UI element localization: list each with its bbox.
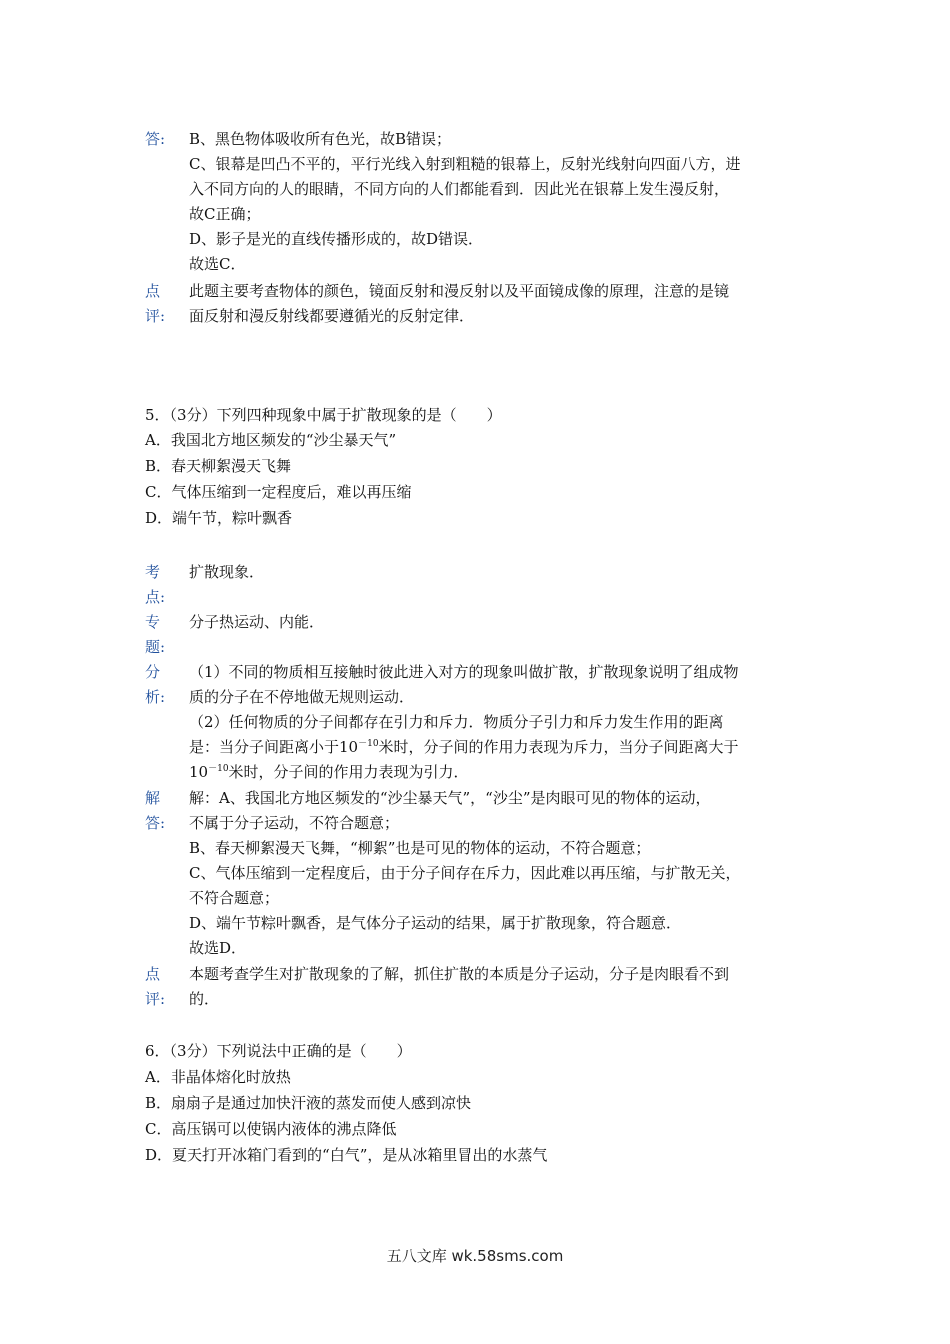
comment-row (145, 305, 815, 331)
kaodian-text: 扩散现象． (189, 563, 265, 581)
jieda-row (145, 937, 815, 963)
fenxi-line: （1）不同的物质相互接触时彼此进入对方的现象叫做扩散，扩散现象说明了组成物 (189, 663, 739, 681)
dianping-row (145, 988, 815, 1014)
fenxi-line: 质的分子在不停地做无规则运动． (189, 688, 415, 706)
answer-line: B、黑色物体吸收所有色光，故B错误； (189, 130, 452, 148)
fenxi-row (145, 711, 815, 737)
answer-line: D、影子是光的直线传播形成的，故D错误． (189, 230, 484, 248)
jieda-line: 不属于分子运动，不符合题意； (189, 814, 400, 832)
jieda-line: 不符合题意； (189, 889, 280, 907)
kaodian-row (145, 561, 815, 587)
dianping-label: 点 (145, 965, 161, 983)
question-row (145, 404, 815, 430)
comment-label: 点 (145, 282, 161, 300)
option-row (145, 1144, 815, 1170)
jieda-line: 故选D． (189, 939, 247, 957)
fenxi-line: （2）任何物质的分子间都存在引力和斥力．物质分子引力和斥力发生作用的距离 (189, 713, 724, 731)
jieda-row (145, 787, 815, 813)
zhuanti-label: 题: (145, 638, 166, 656)
fenxi-line-part: 米时，分子间的作用力表现为斥力，当分子间距离大于 (378, 738, 739, 756)
zhuanti-text: 分子热运动、内能． (189, 613, 325, 631)
question-5-stem: 5．（3分）下列四种现象中属于扩散现象的是（ ） (145, 406, 502, 424)
answer-row (145, 178, 815, 204)
fenxi-line-part: 10 (189, 763, 209, 781)
answer-line: 故C正确； (189, 205, 261, 223)
comment-line: 此题主要考查物体的颜色，镜面反射和漫反射以及平面镜成像的原理，注意的是镜 (189, 282, 730, 300)
kaodian-label: 考 (145, 563, 161, 581)
zhuanti-row (145, 611, 815, 637)
fenxi-row (145, 661, 815, 687)
page-footer: 五八文库 wk.58sms.com (386, 1247, 564, 1265)
jieda-line: D、端午节粽叶飘香，是气体分子运动的结果，属于扩散现象，符合题意． (189, 914, 682, 932)
fenxi-row (145, 686, 815, 712)
jieda-row (145, 812, 815, 838)
option-c: C．高压锅可以使锅内液体的沸点降低 (145, 1120, 397, 1138)
jieda-row (145, 862, 815, 888)
answer-row (145, 203, 815, 229)
option-row (145, 1118, 815, 1144)
option-b: B．扇扇子是通过加快汗液的蒸发而使人感到凉快 (145, 1094, 472, 1112)
answer-label: 答: (145, 130, 166, 148)
answer-line: 入不同方向的人的眼睛，不同方向的人们都能看到．因此光在银幕上发生漫反射， (189, 180, 730, 198)
question-6-stem: 6．（3分）下列说法中正确的是（ ） (145, 1042, 412, 1060)
zhuanti-label: 专 (145, 613, 161, 631)
option-d: D．端午节，粽叶飘香 (145, 509, 293, 527)
dianping-line: 本题考查学生对扩散现象的了解，抓住扩散的本质是分子运动，分子是肉眼看不到 (189, 965, 730, 983)
question-row (145, 1040, 815, 1066)
fenxi-line (189, 761, 469, 783)
option-row (145, 455, 815, 481)
jieda-row (145, 912, 815, 938)
answer-row (145, 253, 815, 279)
jieda-label: 解 (145, 789, 161, 807)
option-a: A．非晶体熔化时放热 (145, 1068, 291, 1086)
jieda-label: 答: (145, 814, 166, 832)
answer-row (145, 153, 815, 179)
fenxi-line (189, 736, 739, 758)
exponent: －10 (358, 739, 379, 749)
fenxi-line-part: 米时，分子间的作用力表现为引力． (228, 763, 469, 781)
option-row (145, 507, 815, 533)
fenxi-row (145, 761, 815, 787)
dianping-label: 评: (145, 990, 166, 1008)
answer-block-prev (145, 128, 815, 154)
option-row (145, 481, 815, 507)
option-b: B．春天柳絮漫天飞舞 (145, 457, 292, 475)
option-d: D．夏天打开冰箱门看到的“白气”，是从冰箱里冒出的水蒸气 (145, 1146, 548, 1164)
jieda-line: B、春天柳絮漫天飞舞，“柳絮”也是可见的物体的运动，不符合题意； (189, 839, 651, 857)
zhuanti-row (145, 636, 815, 662)
option-a: A．我国北方地区频发的“沙尘暴天气” (145, 431, 397, 449)
comment-line: 面反射和漫反射线都要遵循光的反射定律． (189, 307, 475, 325)
jieda-line: 解：A、我国北方地区频发的“沙尘暴天气”，“沙尘”是肉眼可见的物体的运动， (189, 789, 711, 807)
dianping-line: 的． (189, 990, 220, 1008)
fenxi-line-part: 是：当分子间距离小于10 (189, 738, 359, 756)
fenxi-label: 分 (145, 663, 161, 681)
option-row (145, 1092, 815, 1118)
kaodian-label: 点: (145, 588, 166, 606)
answer-line: C、银幕是凹凸不平的，平行光线入射到粗糙的银幕上，反射光线射向四面八方，进 (189, 155, 741, 173)
option-row (145, 1066, 815, 1092)
dianping-row (145, 963, 815, 989)
jieda-row (145, 837, 815, 863)
option-row (145, 429, 815, 455)
answer-row (145, 228, 815, 254)
comment-label: 评: (145, 307, 166, 325)
kaodian-row (145, 586, 815, 612)
option-c: C．气体压缩到一定程度后，难以再压缩 (145, 483, 412, 501)
exponent: －10 (208, 764, 229, 774)
answer-line: 故选C． (189, 255, 246, 273)
fenxi-row (145, 736, 815, 762)
jieda-line: C、气体压缩到一定程度后，由于分子间存在斥力，因此难以再压缩，与扩散无关， (189, 864, 741, 882)
jieda-row (145, 887, 815, 913)
fenxi-label: 析: (145, 688, 166, 706)
comment-row (145, 280, 815, 306)
